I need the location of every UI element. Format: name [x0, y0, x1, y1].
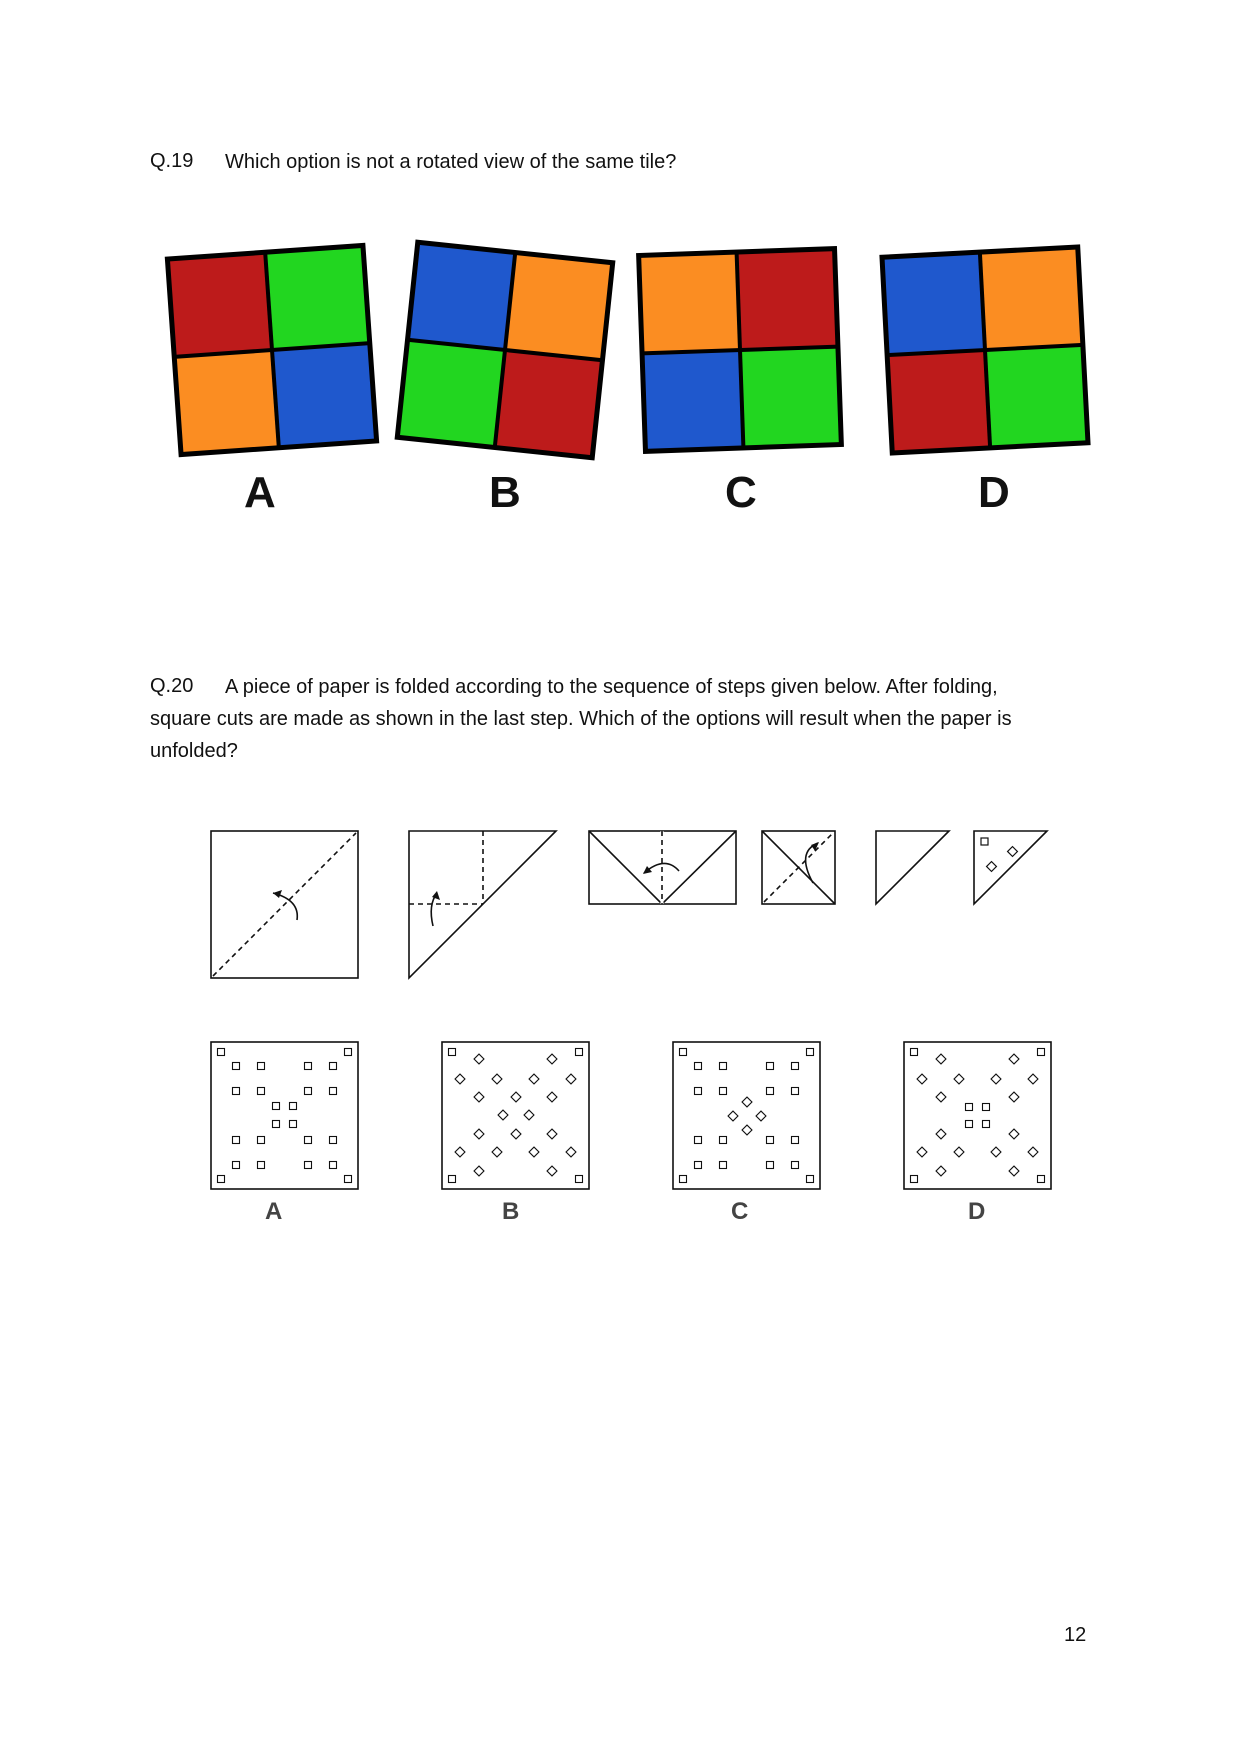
- diamond-hole: [728, 1111, 738, 1121]
- square-hole: [807, 1049, 814, 1056]
- diamond-hole: [1009, 1054, 1019, 1064]
- diamond-hole: [991, 1074, 1001, 1084]
- diamond-hole: [547, 1166, 557, 1176]
- q20-options: [211, 1042, 1051, 1189]
- square-hole: [966, 1104, 973, 1111]
- square-hole: [290, 1103, 297, 1110]
- diamond-hole: [936, 1129, 946, 1139]
- square-hole: [983, 1104, 990, 1111]
- diamond-hole: [547, 1054, 557, 1064]
- tile-quadrant-red: [737, 249, 838, 350]
- square-hole: [576, 1176, 583, 1183]
- diamond-hole: [498, 1110, 508, 1120]
- square-hole: [680, 1049, 687, 1056]
- square-cut: [1008, 847, 1018, 857]
- q19-tile-d: [882, 247, 1088, 453]
- q19-tile-c: [639, 249, 842, 452]
- fold-step-3: [589, 831, 736, 904]
- square-hole: [792, 1137, 799, 1144]
- diamond-hole: [511, 1129, 521, 1139]
- square-hole: [720, 1088, 727, 1095]
- square-hole: [911, 1176, 918, 1183]
- q19-question-text: Which option is not a rotated view of the same tile?: [225, 151, 677, 173]
- diamond-hole: [492, 1147, 502, 1157]
- tile-quadrant-orange: [174, 350, 279, 455]
- square-hole: [695, 1137, 702, 1144]
- q19-tile-b: [397, 242, 612, 457]
- diamond-hole: [1028, 1074, 1038, 1084]
- square-hole: [792, 1088, 799, 1095]
- diamond-hole: [917, 1074, 927, 1084]
- square-hole: [233, 1088, 240, 1095]
- q19-number: Q.19: [150, 150, 194, 172]
- square-hole: [720, 1063, 727, 1070]
- tile-quadrant-green: [740, 347, 841, 448]
- square-hole: [233, 1063, 240, 1070]
- fold-step-5: [876, 831, 949, 904]
- diamond-hole: [474, 1054, 484, 1064]
- square-hole: [258, 1088, 265, 1095]
- square-hole: [767, 1162, 774, 1169]
- square-hole: [330, 1088, 337, 1095]
- square-hole: [767, 1063, 774, 1070]
- tile-quadrant-blue: [272, 343, 377, 448]
- q20-option-label-d: D: [968, 1198, 986, 1225]
- square-hole: [767, 1088, 774, 1095]
- square-hole: [983, 1121, 990, 1128]
- diamond-hole: [954, 1147, 964, 1157]
- q20-option-box-c: [673, 1042, 820, 1189]
- q20-option-label-c: C: [731, 1198, 749, 1225]
- tile-quadrant-orange: [639, 252, 740, 353]
- diamond-hole: [566, 1074, 576, 1084]
- q19-option-label-a: A: [244, 468, 276, 517]
- diamond-hole: [936, 1054, 946, 1064]
- fold-step-6: [974, 831, 1047, 904]
- q20-option-box-b: [442, 1042, 589, 1189]
- diamond-hole: [524, 1110, 534, 1120]
- q19-tile-a: [167, 245, 376, 454]
- diamond-hole: [1028, 1147, 1038, 1157]
- square-hole: [767, 1137, 774, 1144]
- diamond-hole: [742, 1125, 752, 1135]
- square-hole: [1038, 1049, 1045, 1056]
- fold-arrow-icon: [644, 863, 679, 873]
- square-hole: [966, 1121, 973, 1128]
- diamond-hole: [474, 1129, 484, 1139]
- q19-figure: [0, 0, 1241, 560]
- square-hole: [720, 1137, 727, 1144]
- tile-quadrant-blue: [882, 252, 985, 355]
- fold-step-2: [409, 831, 556, 978]
- square-hole: [305, 1063, 312, 1070]
- diamond-hole: [529, 1147, 539, 1157]
- square-hole: [233, 1137, 240, 1144]
- q20-number: Q.20: [150, 675, 194, 697]
- square-hole: [273, 1103, 280, 1110]
- square-hole: [1038, 1176, 1045, 1183]
- square-hole: [218, 1049, 225, 1056]
- square-cut: [981, 838, 988, 845]
- diamond-hole: [954, 1074, 964, 1084]
- diamond-hole: [511, 1092, 521, 1102]
- tile-quadrant-orange: [980, 247, 1083, 350]
- square-hole: [680, 1176, 687, 1183]
- square-hole: [305, 1137, 312, 1144]
- diamond-hole: [917, 1147, 927, 1157]
- q20-question-line-3: unfolded?: [150, 740, 238, 762]
- square-hole: [345, 1049, 352, 1056]
- square-hole: [695, 1088, 702, 1095]
- square-hole: [345, 1176, 352, 1183]
- square-hole: [449, 1176, 456, 1183]
- q20-question-line-1: A piece of paper is folded according to the sequence of steps given below. After folding,: [225, 676, 998, 698]
- diamond-hole: [991, 1147, 1001, 1157]
- diamond-hole: [547, 1092, 557, 1102]
- diamond-hole: [1009, 1092, 1019, 1102]
- diamond-hole: [547, 1129, 557, 1139]
- square-hole: [792, 1162, 799, 1169]
- q20-option-label-b: B: [502, 1198, 520, 1225]
- square-hole: [290, 1121, 297, 1128]
- diamond-hole: [936, 1092, 946, 1102]
- tile-quadrant-green: [397, 340, 505, 448]
- square-hole: [258, 1063, 265, 1070]
- square-hole: [695, 1162, 702, 1169]
- diamond-hole: [529, 1074, 539, 1084]
- tile-quadrant-blue: [642, 350, 743, 451]
- fold-step-4: [762, 831, 835, 904]
- diamond-hole: [455, 1074, 465, 1084]
- square-hole: [258, 1137, 265, 1144]
- diamond-hole: [474, 1092, 484, 1102]
- square-cut: [987, 862, 997, 872]
- page-number: 12: [1064, 1624, 1087, 1646]
- q20-question-line-2: square cuts are made as shown in the last step. Which of the options will result when the paper is: [150, 708, 1012, 730]
- q19-option-label-b: B: [489, 468, 521, 517]
- tile-quadrant-green: [265, 245, 370, 350]
- square-hole: [911, 1049, 918, 1056]
- fold-arrow-icon: [273, 893, 297, 920]
- square-hole: [218, 1176, 225, 1183]
- square-hole: [233, 1162, 240, 1169]
- square-hole: [720, 1162, 727, 1169]
- diamond-hole: [566, 1147, 576, 1157]
- square-hole: [695, 1063, 702, 1070]
- tile-quadrant-red: [887, 350, 990, 453]
- square-hole: [792, 1063, 799, 1070]
- square-hole: [576, 1049, 583, 1056]
- tile-quadrant-red: [167, 252, 272, 357]
- diamond-hole: [492, 1074, 502, 1084]
- diamond-hole: [455, 1147, 465, 1157]
- square-hole: [330, 1063, 337, 1070]
- q20-option-box-a: [211, 1042, 358, 1189]
- diamond-hole: [742, 1097, 752, 1107]
- diamond-hole: [1009, 1129, 1019, 1139]
- square-hole: [258, 1162, 265, 1169]
- fold-step-1: [211, 831, 358, 978]
- q19-option-label-d: D: [978, 468, 1010, 517]
- q20-option-label-a: A: [265, 1198, 283, 1225]
- tile-quadrant-green: [985, 345, 1088, 448]
- tile-quadrant-red: [495, 350, 603, 458]
- square-hole: [305, 1088, 312, 1095]
- diamond-hole: [1009, 1166, 1019, 1176]
- diamond-hole: [756, 1111, 766, 1121]
- diamond-hole: [474, 1166, 484, 1176]
- diamond-hole: [936, 1166, 946, 1176]
- q20-option-box-d: [904, 1042, 1051, 1189]
- fold-arrow-icon: [431, 893, 437, 926]
- square-hole: [449, 1049, 456, 1056]
- square-hole: [807, 1176, 814, 1183]
- square-hole: [305, 1162, 312, 1169]
- square-hole: [330, 1162, 337, 1169]
- square-hole: [330, 1137, 337, 1144]
- fold-arrow-icon: [806, 843, 818, 883]
- q19-option-label-c: C: [725, 468, 757, 517]
- tile-quadrant-orange: [505, 253, 613, 361]
- square-hole: [273, 1121, 280, 1128]
- tile-quadrant-blue: [408, 242, 516, 350]
